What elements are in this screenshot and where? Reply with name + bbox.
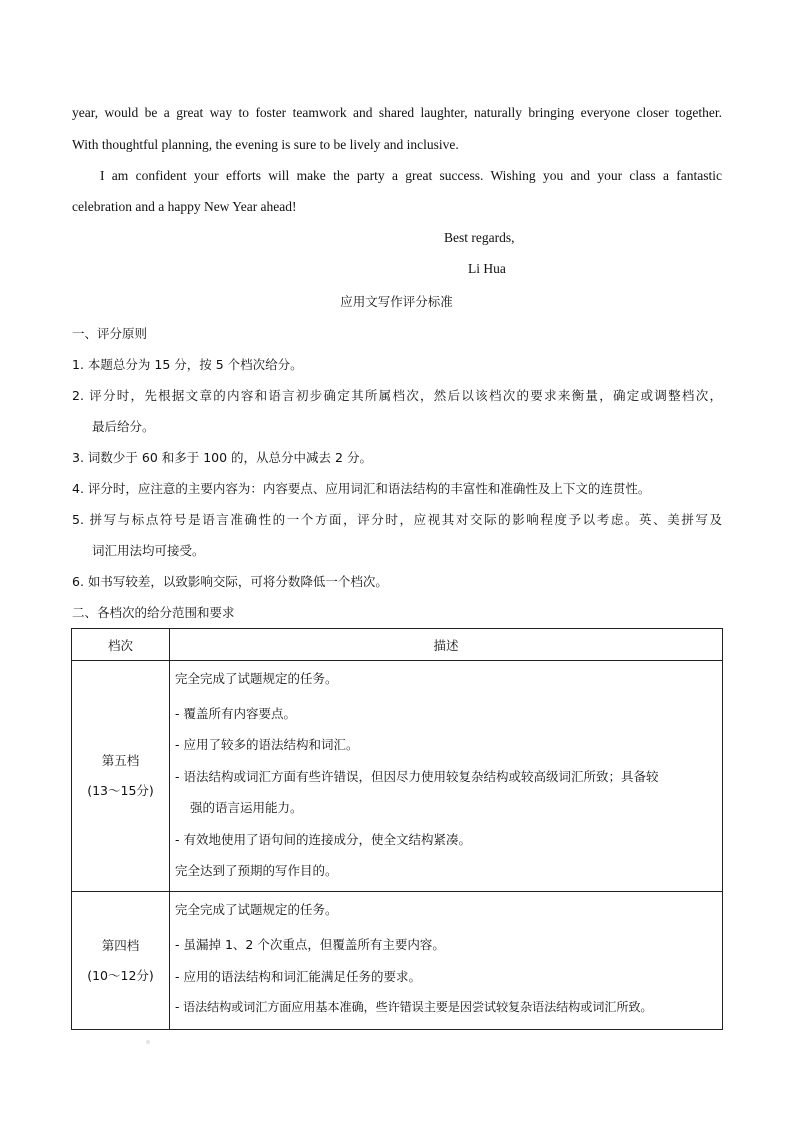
letter-paragraph-2-line-2: celebration and a happy New Year ahead! <box>72 199 297 214</box>
table-row <box>72 661 723 892</box>
description-line: - 虽漏掉 1、2 个次重点，但覆盖所有主要内容。 <box>175 937 445 953</box>
description-cell <box>170 892 723 1029</box>
level-score-range: (13～15分) <box>87 783 154 799</box>
grading-table <box>71 628 723 1030</box>
section-heading-principles: 一、评分原则 <box>72 326 148 341</box>
description-line: - 应用的语法结构和词汇能满足任务的要求。 <box>175 968 421 984</box>
letter-paragraph-2-line-1: I am confident your efforts will make the party a great success. Wishing you and your class a fantastic <box>100 168 722 183</box>
letter-closing: Best regards, <box>444 230 515 245</box>
rule-item-continuation: 最后给分。 <box>92 419 155 434</box>
letter-signature: Li Hua <box>468 261 506 276</box>
rule-item: 5. 拼写与标点符号是语言准确性的一个方面，评分时，应视其对交际的影响程度予以考虑。英、美拼写及 <box>72 512 722 527</box>
rule-item: 1. 本题总分为 15 分，按 5 个档次给分。 <box>72 357 303 372</box>
table-header-row <box>72 629 723 661</box>
description-line: 完全达到了预期的写作目的。 <box>175 863 338 879</box>
rule-item: 4. 评分时，应注意的主要内容为：内容要点、应用词汇和语法结构的丰富性和准确性及上下文的连贯性。 <box>72 481 651 496</box>
level-name: 第五档 <box>101 753 140 769</box>
letter-paragraph-1-line-2: With thoughtful planning, the evening is sure to be lively and inclusive. <box>72 137 459 152</box>
header-description: 描述 <box>170 629 723 661</box>
description-line: 完全完成了试题规定的任务。 <box>175 902 338 918</box>
rule-item: 3. 词数少于 60 和多于 100 的，从总分中减去 2 分。 <box>72 450 372 465</box>
description-line: - 语法结构或词汇方面应用基本准确，些许错误主要是因尝试较复杂语法结构或词汇所致。 <box>175 1000 653 1015</box>
rubric-title: 应用文写作评分标准 <box>340 294 453 309</box>
description-line: - 应用了较多的语法结构和词汇。 <box>175 737 359 753</box>
table-row <box>72 892 723 1029</box>
description-cell <box>170 661 723 892</box>
description-line: - 语法结构或词汇方面有些许错误，但因尽力使用较复杂结构或较高级词汇所致；具备较 <box>175 768 659 784</box>
level-cell <box>72 892 170 1029</box>
rule-item: 2. 评分时，先根据文章的内容和语言初步确定其所属档次，然后以该档次的要求来衡量，确定或调整档次， <box>72 388 722 403</box>
description-line-continuation: 强的语言运用能力。 <box>190 800 303 816</box>
description-line: - 覆盖所有内容要点。 <box>175 706 296 721</box>
letter-paragraph-1-line-1: year, would be a great way to foster teamwork and shared laughter, naturally bringing everyone closer together. <box>72 105 722 120</box>
rule-item: 6. 如书写较差，以致影响交际，可将分数降低一个档次。 <box>72 574 388 589</box>
header-level: 档次 <box>72 629 170 661</box>
section-heading-grade-bands: 二、各档次的给分范围和要求 <box>72 605 235 620</box>
description-line: 完全完成了试题规定的任务。 <box>175 671 338 686</box>
level-score-range: (10～12分) <box>87 967 154 983</box>
rule-item-continuation: 词汇用法均可接受。 <box>92 543 205 558</box>
page-speck <box>146 1040 150 1044</box>
level-name: 第四档 <box>101 937 140 953</box>
level-cell <box>72 661 170 892</box>
description-line: - 有效地使用了语句间的连接成分，使全文结构紧凑。 <box>175 831 471 847</box>
